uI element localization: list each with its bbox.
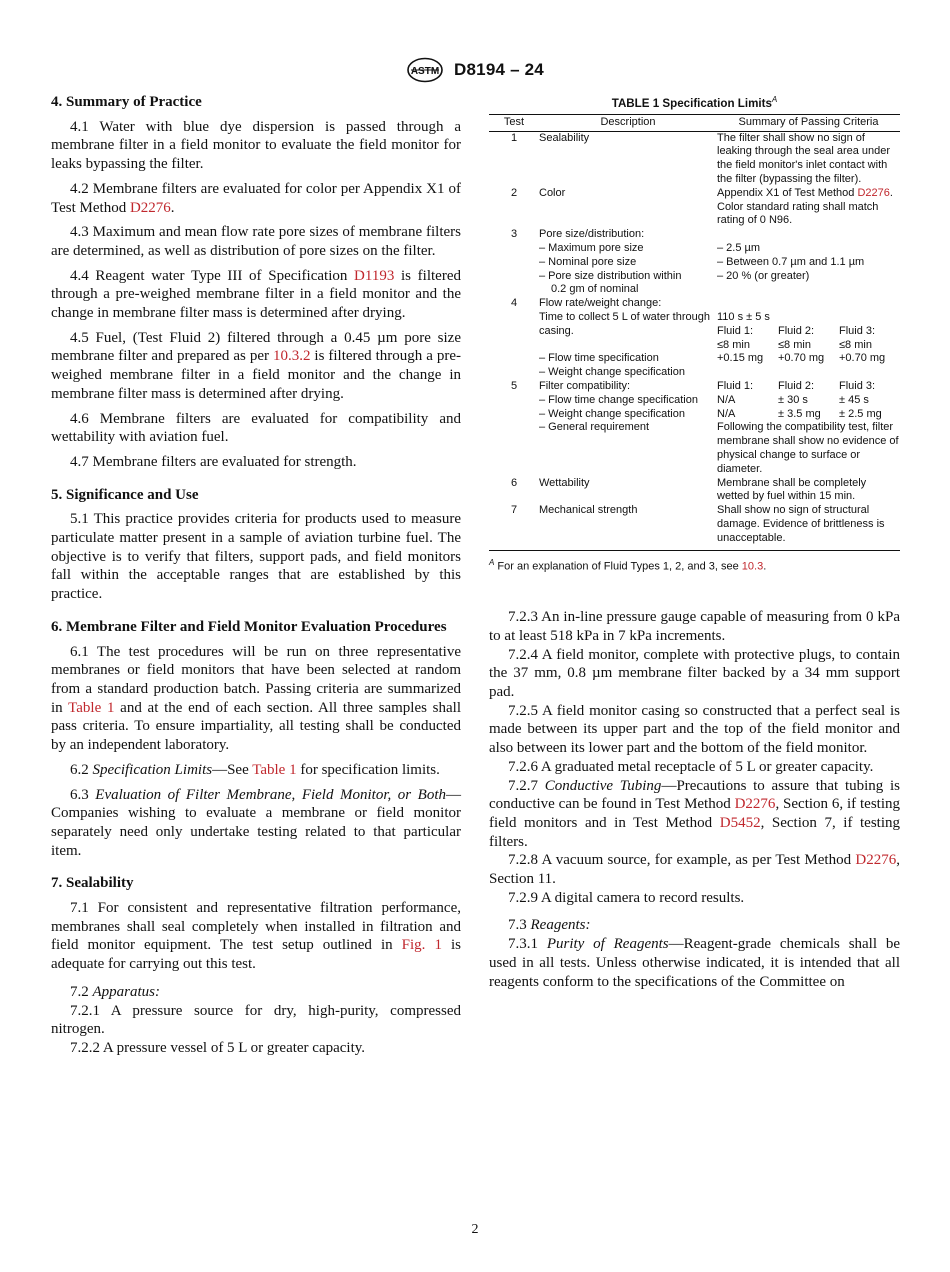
para-7-1: 7.1 For consistent and representative filtration performance, membranes shall seal completely when installed in filtration and field monitor equipment. The test setup outlined in Fig. 1 is adequate for carrying out this test.	[51, 900, 461, 973]
para-7-2-7: 7.2.7 Conductive Tubing—Precautions to assure that tubing is conductive can be found in Test Method D2276, Section 6, if testing field monitors and in Test Method D5452, Section 7, if testing filters.	[489, 777, 900, 850]
table-row: 5 Filter compatibility: – Flow time change specification – Weight change specification – General requirement Fluid 1: Fluid 2: Fluid 3: N/A ± 30 s ± 45 s N/A ± 3.5 mg ± 2.5 mg Following the compatibility test, filter membrane shall show no evidence of physical change to surface or diameter.	[510, 380, 899, 475]
table-row: 3 Pore size/distribution: – Maximum pore size – Nominal pore size – Pore size distribution within 0.2 gm of nominal – 2.5 µm – Between 0.7 µm and 1.1 µm – 20 % (or greater)	[510, 228, 865, 296]
link-d2276[interactable]: D2276	[855, 852, 897, 869]
table-row: 2 Color Appendix X1 of Test Method D2276. Color standard rating shall match rating of 0 N96.	[510, 186, 893, 227]
astm-logo-icon	[406, 57, 444, 83]
para-4-3: 4.3 Maximum and mean flow rate pore sizes of membrane filters are determined, as well as distribution of pore sizes on the filter.	[51, 224, 461, 259]
link-table-1[interactable]: Table 1	[252, 761, 297, 778]
para-7-2: 7.2 Apparatus:	[70, 983, 160, 1000]
table-title: TABLE 1 Specification Limits$^A$	[611, 95, 778, 110]
table-row: 1 Sealability The filter shall show no sign of leaking through the seal area under the field monitor's inlet contact with the filter (bypassing the filter).	[510, 131, 891, 186]
page-number: 2	[471, 1222, 479, 1237]
para-4-1: 4.1 Water with blue dye dispersion is passed through a membrane filter in a field monitor to evaluate the field monitor for leaks bypassing the filter.	[51, 118, 461, 173]
link-d2276[interactable]: D2276	[129, 199, 171, 216]
para-7-2-2: 7.2.2 A pressure vessel of 5 L or greater capacity.	[70, 1039, 366, 1056]
para-7-3-1: 7.3.1 Purity of Reagents—Reagent-grade chemicals shall be used in all tests. Unless otherwise indicated, it is intended that all reagents conform to the specifications of the Committee on	[489, 936, 900, 990]
section-7-heading: 7. Sealability	[51, 875, 134, 892]
table-row: 7 Mechanical strength Shall show no sign of structural damage. Evidence of brittleness is unacceptable.	[489, 504, 900, 550]
para-4-2: 4.2 Membrane filters are evaluated for color per Appendix X1 of Test Method D2276.	[51, 180, 461, 216]
para-7-2-4: 7.2.4 A field monitor, complete with protective plugs, to contain the 37 mm, 0.8 µm membrane filter backed by a 34 mm support pad.	[489, 646, 900, 701]
link-d2276[interactable]: D2276	[734, 796, 776, 813]
section-6-heading: 6. Membrane Filter and Field Monitor Evaluation Procedures	[51, 618, 447, 635]
para-5-1: 5.1 This practice provides criteria for products used to measure particulate matter present in a sample of aviation turbine fuel. The objective is to verify that filters, support pads, and field monitors fall within the acceptable ranges that are established by this practice.	[51, 511, 461, 603]
para-4-6: 4.6 Membrane filters are evaluated for compatibility and wettability with aviation fuel.	[51, 410, 461, 446]
para-7-2-5: 7.2.5 A field monitor casing so constructed that a perfect seal is made between its upper part and the top of the field monitor and also between its lower part and the bottom of the field monitor.	[489, 702, 900, 757]
para-4-7: 4.7 Membrane filters are evaluated for strength.	[70, 453, 357, 470]
link-fig-1[interactable]: Fig. 1	[401, 937, 442, 954]
spec-limits-table	[489, 114, 900, 551]
column-header: Test	[489, 114, 539, 131]
svg-text:ASTM: ASTM	[410, 66, 440, 77]
para-7-2-3: 7.2.3 An in-line pressure gauge capable of measuring from 0 kPa to at least 518 kPa in 7 kPa increments.	[489, 609, 900, 644]
link-10-3[interactable]: 10.3	[741, 560, 764, 573]
para-6-3: 6.3 Evaluation of Filter Membrane, Field Monitor, or Both—Companies wishing to evaluate a membrane or field monitor separately need only undertake testing related to that particular item.	[51, 786, 462, 859]
section-5-heading: 5. Significance and Use	[51, 486, 199, 503]
link-d2276[interactable]: D2276	[857, 186, 890, 199]
column-header: Summary of Passing Criteria	[717, 114, 900, 131]
para-7-2-6: 7.2.6 A graduated metal receptacle of 5 L or greater capacity.	[508, 758, 874, 775]
para-6-2: 6.2 Specification Limits—See Table 1 for specification limits.	[70, 761, 440, 778]
left-column	[51, 93, 461, 1058]
table-row: 4 Flow rate/weight change: Time to collect 5 L of water through casing. – Flow time specification – Weight change specification 110 s ± 5 s Fluid 1: Fluid 2: Fluid 3: ≤8 min ≤8 min ≤8 min +0.15 mg +0.70 mg +0.70 mg	[510, 297, 886, 379]
para-7-2-1: 7.2.1 A pressure source for dry, high-purity, compressed nitrogen.	[51, 1002, 461, 1038]
para-4-4: 4.4 Reagent water Type III of Specification D1193 is filtered through a pre-weighed membrane filter in a field monitor and the change in membrane filter mass is determined after drying.	[51, 267, 461, 322]
page-header	[0, 57, 950, 83]
link-10-3-2[interactable]: 10.3.2	[272, 348, 311, 365]
table-footnote: $^A$ For an explanation of Fluid Types 1, 2, and 3, see 10.3.	[489, 557, 767, 573]
column-header: Description	[539, 114, 717, 131]
para-4-5: 4.5 Fuel, (Test Fluid 2) filtered through a 0.45 µm pore size membrane filter and prepared as per 10.3.2 is filtered through a pre-weighed membrane filter in a field monitor and the change in membrane filter mass is determined after drying.	[51, 329, 461, 402]
link-d1193[interactable]: D1193	[354, 267, 395, 284]
para-7-2-8: 7.2.8 A vacuum source, for example, as per Test Method D2276, Section 11.	[489, 852, 900, 888]
document-id: D8194 – 24	[454, 60, 544, 79]
para-7-3: 7.3 Reagents:	[508, 917, 591, 934]
right-column	[489, 93, 900, 991]
link-d5452[interactable]: D5452	[719, 814, 761, 831]
link-table-1[interactable]: Table 1	[68, 699, 115, 716]
para-6-1: 6.1 The test procedures will be run on three representative membranes or field monitors that have been selected at random from a standard production batch. Passing criteria are summarized in Table 1 and at the end of each section. All three samples shall pass criteria. To ensure impartiality, all testing shall be conducted by an independent laboratory.	[51, 643, 461, 754]
section-4-heading: 4. Summary of Practice	[51, 94, 202, 110]
para-7-2-9: 7.2.9 A digital camera to record results.	[508, 889, 745, 906]
table-row: 6 Wettability Membrane shall be completely wetted by fuel within 15 min.	[510, 476, 867, 503]
